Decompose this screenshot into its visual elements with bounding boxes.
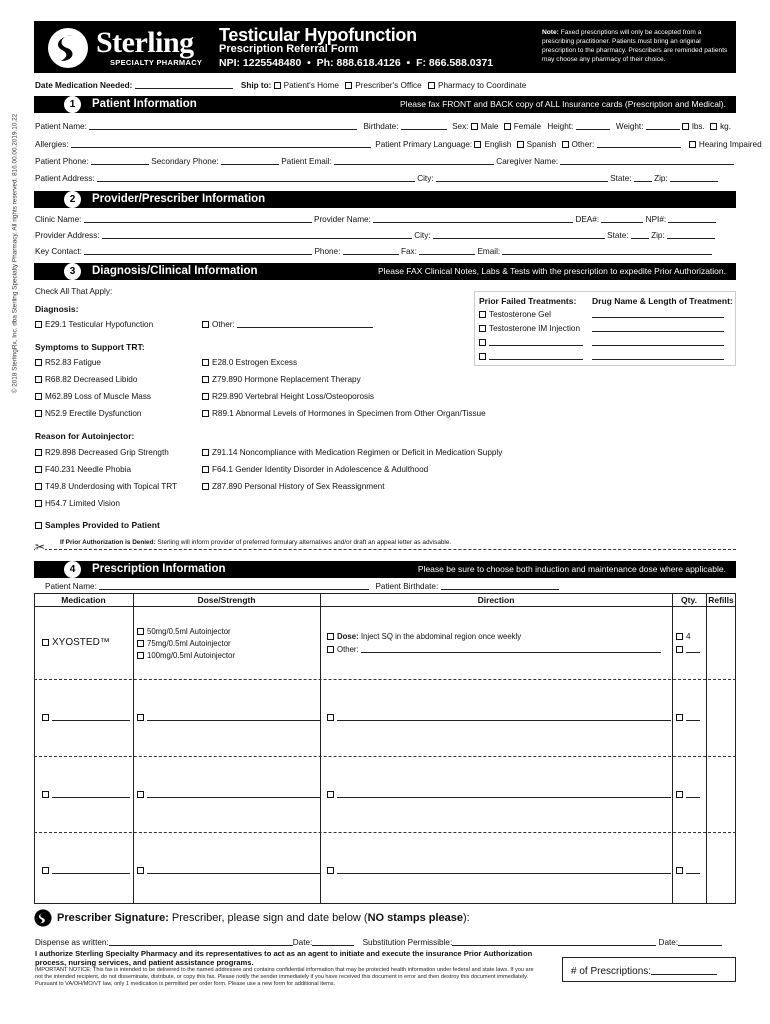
blank-rx-cell: [676, 866, 700, 875]
dea-field[interactable]: [601, 215, 643, 223]
patient-address-field[interactable]: [97, 174, 415, 182]
im-checkbox[interactable]: [479, 325, 486, 332]
blank-rx-checkbox[interactable]: [676, 791, 683, 798]
symptom-checkbox[interactable]: [35, 376, 42, 383]
date-needed-field[interactable]: [135, 81, 233, 89]
brand-sub: SPECIALTY PHARMACY: [110, 58, 203, 67]
reason-checkbox[interactable]: [35, 449, 42, 456]
signature-heading: Prescriber Signature: Prescriber, please sign and date below (NO stamps please):: [57, 912, 470, 924]
blank-rx-field[interactable]: [337, 713, 671, 721]
reason-label: Z87.890 Personal History of Sex Reassignment: [212, 482, 385, 491]
xyosted-item: XYOSTED™: [42, 637, 110, 648]
clinic-name-field[interactable]: [84, 215, 312, 223]
blank-rx-cell: [327, 713, 671, 722]
qty-other-field[interactable]: [686, 645, 700, 653]
important-notice: IMPORTANT NOTICE: This fax is intended to be delivered to the named addressee and contains confidential information that may be protected health information under federal and state laws. If you are not the intended recipient, do not disseminate, distribute, or copy this fax. Please notify the sender immediately if you have received this document in error and then destroy this document immediately. Pursuant to VA/OH/MO/VT law, only 1 medication is permitted per order form. Please use a new form for additional items.: [35, 967, 534, 988]
direction-dose: Dose: Inject SQ in the abdominal region once weekly: [327, 632, 521, 641]
form-title: Testicular Hypofunction: [219, 25, 417, 45]
reason-checkbox[interactable]: [35, 466, 42, 473]
reason-item: [35, 465, 131, 474]
patient-city-field[interactable]: [436, 174, 608, 182]
section-3-bar: 3 Diagnosis/Clinical Information Please FAX Clinical Notes, Labs & Tests with the prescription to expedite Prior Authorization.: [34, 263, 736, 280]
diagnosis-label: Diagnosis:: [35, 304, 79, 314]
rx-patient-name-field[interactable]: [99, 582, 369, 590]
blank-rx-field[interactable]: [52, 790, 130, 798]
blank-rx-field[interactable]: [52, 866, 130, 874]
reason-item: [202, 448, 502, 457]
col-direction: Direction: [477, 595, 515, 605]
allergies-row: Allergies: Patient Primary Language: English Spanish Other: Hearing Impaired: [35, 140, 762, 149]
patient-state-field[interactable]: [634, 174, 652, 182]
blank-rx-cell: [42, 866, 130, 875]
col-qty: Qty.: [681, 595, 697, 605]
dose-50-checkbox[interactable]: [137, 628, 144, 635]
blank-rx-checkbox[interactable]: [676, 867, 683, 874]
npi-field[interactable]: [668, 215, 716, 223]
symptom-item: [35, 375, 137, 384]
dx-testicular: E29.1 Testicular Hypofunction: [35, 320, 153, 329]
qty-other-checkbox[interactable]: [676, 646, 683, 653]
reason-label: F40.231 Needle Phobia: [45, 465, 132, 474]
blank-rx-field[interactable]: [337, 866, 671, 874]
blank-rx-checkbox[interactable]: [42, 791, 49, 798]
rx-patient-birthdate-field[interactable]: [441, 582, 559, 590]
other-language-field[interactable]: [597, 140, 681, 148]
dx-other: Other:: [202, 320, 373, 329]
phone-row: Patient Phone: Secondary Phone: Patient Email: Caregiver Name:: [35, 157, 735, 167]
patient-email-field[interactable]: [334, 157, 494, 165]
key-contact-field[interactable]: [84, 247, 312, 255]
patient-address-row: Patient Address: City: State: Zip:: [35, 174, 735, 184]
symptom-label: R52.83 Fatigue: [45, 358, 101, 367]
blank-rx-cell: [42, 713, 130, 722]
blank-rx-checkbox[interactable]: [327, 867, 334, 874]
sterling-logo-icon: [46, 26, 90, 70]
symptom-checkbox[interactable]: [202, 359, 209, 366]
blank-rx-field[interactable]: [147, 866, 321, 874]
height-field[interactable]: [576, 122, 610, 130]
brand-name: Sterling: [96, 26, 194, 59]
reason-checkbox[interactable]: [35, 483, 42, 490]
npi-line: NPI: 1225548480 • Ph: 888.618.4126 • F: 866.588.0371: [219, 57, 494, 69]
symptoms-label: Symptoms to Support TRT:: [35, 342, 145, 352]
qty-4-checkbox[interactable]: [676, 633, 683, 640]
num-prescriptions-field[interactable]: [651, 964, 717, 975]
xyosted-checkbox[interactable]: [42, 639, 49, 646]
lbs-checkbox[interactable]: [682, 123, 689, 130]
hearing-impaired-checkbox[interactable]: [689, 141, 696, 148]
blank-rx-checkbox[interactable]: [42, 714, 49, 721]
reason-item: [35, 482, 177, 491]
blank-rx-checkbox[interactable]: [676, 714, 683, 721]
col-refills: Refills: [708, 595, 734, 605]
prior-gel-item: Testosterone Gel: [479, 310, 551, 319]
prior-im-item: Testosterone IM Injection: [479, 324, 580, 333]
provider-address-row: Provider Address: City: State: Zip:: [35, 231, 735, 241]
col-dose: Dose/Strength: [197, 595, 256, 605]
reason-checkbox[interactable]: [202, 466, 209, 473]
pa-denied-text: If Prior Authorization is Denied: Sterling will inform provider of preferred formulary alternatives and/or draft an appeal letter as advisable.: [60, 539, 452, 546]
form-subtitle: Prescription Referral Form: [219, 43, 359, 55]
authorization-text: I authorize Sterling Specialty Pharmacy and its representatives to act as an agent to initiate and execute the insurance Prior Authorization process, nursing services, and patient assistance programs.: [35, 949, 533, 967]
blank-rx-checkbox[interactable]: [327, 714, 334, 721]
samples-item: Samples Provided to Patient: [35, 520, 160, 530]
reason-item: [202, 465, 428, 474]
substitution-signature-field[interactable]: [452, 938, 656, 946]
reason-checkbox[interactable]: [202, 449, 209, 456]
prior-other2-checkbox[interactable]: [479, 353, 486, 360]
dx-other-checkbox[interactable]: [202, 321, 209, 328]
blank-rx-cell: [327, 790, 671, 799]
ship-pharmacy-checkbox[interactable]: [428, 82, 435, 89]
provider-zip-field[interactable]: [667, 231, 715, 239]
dose-50: 50mg/0.5ml Autoinjector: [137, 627, 231, 636]
blank-rx-cell: [137, 866, 321, 875]
scissors-icon: ✂: [35, 540, 46, 554]
dispense-signature-field[interactable]: [109, 938, 293, 946]
dose-100-checkbox[interactable]: [137, 652, 144, 659]
samples-checkbox[interactable]: [35, 522, 42, 529]
provider-address-field[interactable]: [102, 231, 412, 239]
header-note: Note: Faxed prescriptions will only be accepted from a prescribing practitioner. Patients must bring an original prescription to the pharmacy. Prescribers are reminded patients may choose any pharmacy of their choice.: [542, 29, 728, 63]
blank-rx-cell: [137, 713, 321, 722]
blank-rx-field[interactable]: [686, 866, 700, 874]
symptom-item: [202, 375, 361, 384]
dx-e29-checkbox[interactable]: [35, 321, 42, 328]
section-1-bar: 1 Patient Information Please fax FRONT and BACK copy of ALL Insurance cards (Prescription and Medical).: [34, 96, 736, 113]
provider-fax-field[interactable]: [419, 247, 475, 255]
symptom-checkbox[interactable]: [35, 410, 42, 417]
substitution-date-field[interactable]: [678, 938, 722, 946]
blank-rx-cell: [327, 866, 671, 875]
symptom-checkbox[interactable]: [35, 359, 42, 366]
clinic-row: Clinic Name: Provider Name: DEA#: NPI#:: [35, 215, 735, 225]
drug-name-header: Drug Name & Length of Treatment:: [592, 296, 733, 306]
direction-other-field[interactable]: [361, 645, 661, 653]
dispense-row: Dispense as written: Date: Substitution Permissible: Date:: [35, 938, 735, 948]
blank-rx-field[interactable]: [147, 713, 321, 721]
direction-other: Other:: [327, 645, 661, 654]
key-contact-row: Key Contact: Phone: Fax: Email:: [35, 247, 735, 257]
symptom-item: [35, 409, 141, 418]
blank-rx-field[interactable]: [337, 790, 671, 798]
provider-phone-field[interactable]: [343, 247, 399, 255]
symptom-label: M62.89 Loss of Muscle Mass: [45, 392, 152, 401]
dose-100: 100mg/0.5ml Autoinjector: [137, 651, 235, 660]
reason-label: F64.1 Gender Identity Disorder in Adolescence & Adulthood: [212, 465, 429, 474]
patient-name-field[interactable]: [89, 122, 357, 130]
reason-checkbox[interactable]: [35, 500, 42, 507]
patient-phone-field[interactable]: [91, 157, 149, 165]
symptom-item: [202, 392, 374, 401]
direction-other-checkbox[interactable]: [327, 646, 334, 653]
col-medication: Medication: [61, 595, 106, 605]
symptom-label: Z79.890 Hormone Replacement Therapy: [212, 375, 361, 384]
num-prescriptions-box: # of Prescriptions:: [562, 957, 736, 982]
symptom-label: R89.1 Abnormal Levels of Hormones in Specimen from Other Organ/Tissue: [212, 409, 486, 418]
qty-4: 4: [676, 632, 691, 641]
symptom-item: [202, 409, 486, 418]
check-all-label: Check All That Apply:: [35, 287, 113, 296]
patient-name-row: Patient Name: Birthdate: Sex: Male Female Height: Weight: lbs. kg.: [35, 122, 732, 131]
dose-75-checkbox[interactable]: [137, 640, 144, 647]
allergies-field[interactable]: [71, 140, 371, 148]
prior-failed-header: Prior Failed Treatments:: [479, 296, 577, 306]
symptom-checkbox[interactable]: [202, 376, 209, 383]
blank-rx-cell: [676, 790, 700, 799]
section-2-bar: 2 Provider/Prescriber Information: [34, 191, 736, 208]
blank-rx-field[interactable]: [147, 790, 321, 798]
qty-other: [676, 645, 700, 654]
blank-rx-field[interactable]: [52, 713, 130, 721]
blank-rx-checkbox[interactable]: [137, 867, 144, 874]
blank-rx-checkbox[interactable]: [42, 867, 49, 874]
blank-rx-checkbox[interactable]: [327, 791, 334, 798]
rx-patient-row: Patient Name: Patient Birthdate:: [45, 582, 559, 591]
blank-rx-field[interactable]: [686, 790, 700, 798]
ship-office-checkbox[interactable]: [345, 82, 352, 89]
prior-other2-item: [479, 352, 583, 361]
dx-other-field[interactable]: [237, 320, 373, 328]
kg-checkbox[interactable]: [710, 123, 717, 130]
symptom-checkbox[interactable]: [202, 393, 209, 400]
blank-rx-cell: [676, 713, 700, 722]
female-checkbox[interactable]: [504, 123, 511, 130]
birthdate-field[interactable]: [401, 122, 447, 130]
blank-rx-cell: [42, 790, 130, 799]
spanish-checkbox[interactable]: [517, 141, 524, 148]
sterling-mark-icon: [34, 909, 52, 927]
reason-label: R29.898 Decreased Grip Strength: [45, 448, 169, 457]
english-checkbox[interactable]: [474, 141, 481, 148]
provider-email-field[interactable]: [502, 247, 712, 255]
provider-name-field[interactable]: [373, 215, 573, 223]
symptom-label: R68.82 Decreased Libido: [45, 375, 138, 384]
date-ship-row: Date Medication Needed: Ship to: Patient's Home Prescriber's Office Pharmacy to Coordinate: [35, 81, 527, 90]
weight-field[interactable]: [646, 122, 680, 130]
direction-dose-checkbox[interactable]: [327, 633, 334, 640]
dispense-date-field[interactable]: [312, 938, 354, 946]
section-4-bar: 4 Prescription Information Please be sure to choose both induction and maintenance dose where applicable.: [34, 561, 736, 578]
reason-label: T49.8 Underdosing with Topical TRT: [45, 482, 177, 491]
cut-line: [34, 549, 736, 550]
reason-item: [202, 482, 384, 491]
copyright-side-text: © 2018 SterlingRx, Inc. dba Sterling Specialty Pharmacy. All rights reserved. 816.00.00.2019.10.22: [11, 113, 19, 394]
patient-zip-field[interactable]: [670, 174, 718, 182]
reason-checkbox[interactable]: [202, 483, 209, 490]
reason-label: Reason for Autoinjector:: [35, 431, 135, 441]
reason-label: H54.7 Limited Vision: [45, 499, 120, 508]
secondary-phone-field[interactable]: [221, 157, 279, 165]
ship-home-checkbox[interactable]: [274, 82, 281, 89]
symptom-checkbox[interactable]: [35, 393, 42, 400]
symptom-item: [35, 358, 101, 367]
symptom-item: [35, 392, 151, 401]
prior-other2-field[interactable]: [489, 352, 583, 360]
reason-label: Z91.14 Noncompliance with Medication Regimen or Deficit in Medication Supply: [212, 448, 503, 457]
blank-rx-field[interactable]: [686, 713, 700, 721]
other-language-checkbox[interactable]: [562, 141, 569, 148]
reason-item: [35, 448, 169, 457]
blank-rx-cell: [137, 790, 321, 799]
drug-line-2[interactable]: [592, 324, 724, 332]
provider-city-field[interactable]: [433, 231, 605, 239]
male-checkbox[interactable]: [471, 123, 478, 130]
drug-line-4[interactable]: [592, 352, 724, 360]
symptom-item: [202, 358, 297, 367]
dose-75: 75mg/0.5ml Autoinjector: [137, 639, 231, 648]
symptom-label: E28.0 Estrogen Excess: [212, 358, 298, 367]
blank-rx-checkbox[interactable]: [137, 714, 144, 721]
provider-state-field[interactable]: [631, 231, 649, 239]
symptom-checkbox[interactable]: [202, 410, 209, 417]
symptom-label: N52.9 Erectile Dysfunction: [45, 409, 142, 418]
reason-item: [35, 499, 120, 508]
caregiver-field[interactable]: [560, 157, 734, 165]
symptom-label: R29.890 Vertebral Height Loss/Osteoporosis: [212, 392, 375, 401]
blank-rx-checkbox[interactable]: [137, 791, 144, 798]
